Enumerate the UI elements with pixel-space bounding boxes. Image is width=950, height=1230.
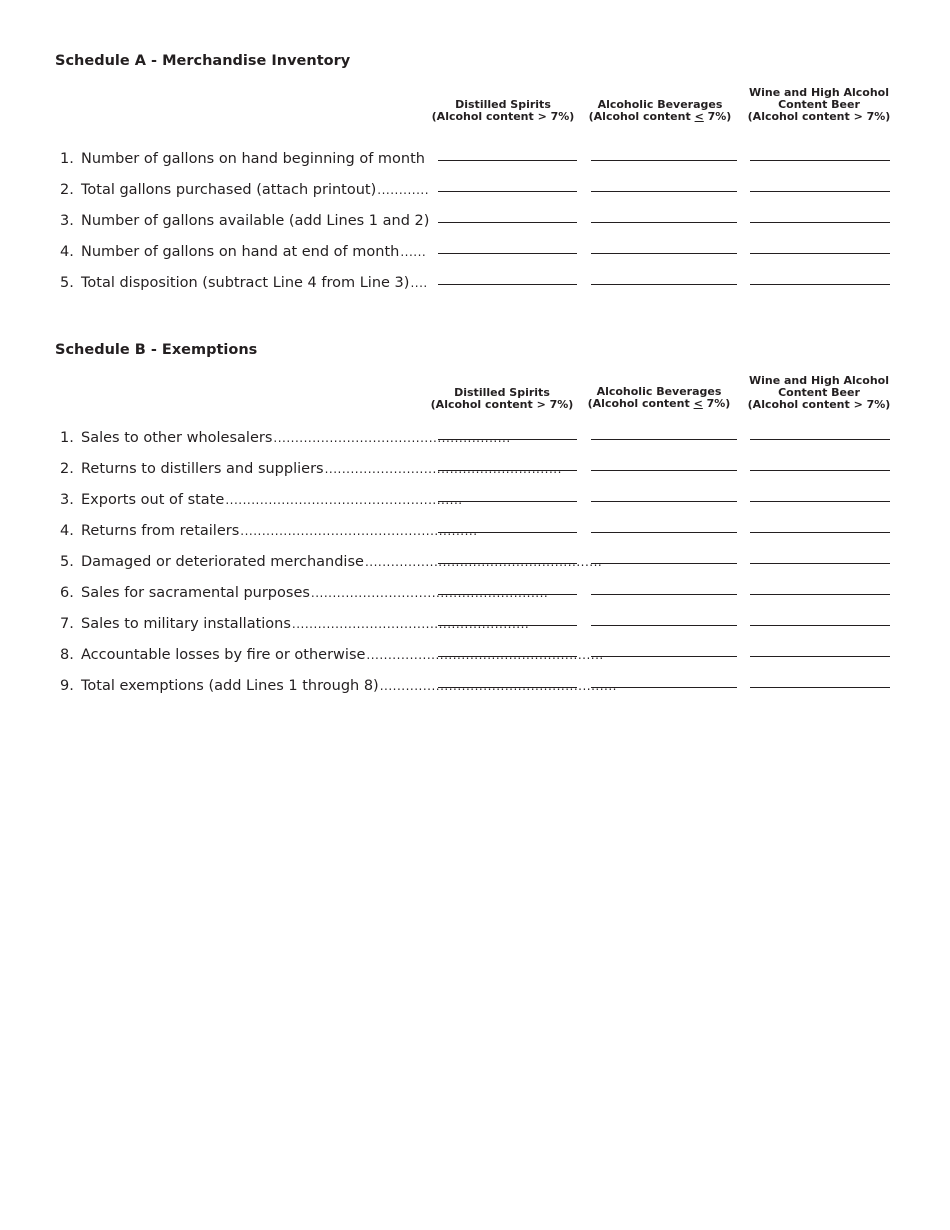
row-label: Number of gallons on hand beginning of month bbox=[81, 151, 425, 167]
wine-beer-field[interactable] bbox=[750, 439, 890, 440]
row-label: Number of gallons available (add Lines 1 and 2) bbox=[81, 213, 430, 229]
row-label: Sales to military installations bbox=[81, 616, 291, 632]
wine-beer-field[interactable] bbox=[750, 501, 890, 502]
row-number: 2. bbox=[60, 461, 74, 477]
alcoholic-beverages-field[interactable] bbox=[591, 563, 737, 564]
alcoholic-beverages-field[interactable] bbox=[591, 160, 737, 161]
row-label: Total exemptions (add Lines 1 through 8) bbox=[81, 678, 379, 694]
dot-leader: ............ bbox=[377, 183, 430, 197]
row-label: Damaged or deteriorated merchandise bbox=[81, 554, 364, 570]
distilled-spirits-field[interactable] bbox=[438, 160, 577, 161]
wine-beer-field[interactable] bbox=[750, 160, 890, 161]
wine-beer-field[interactable] bbox=[750, 656, 890, 657]
alcoholic-beverages-field[interactable] bbox=[591, 222, 737, 223]
row-number: 3. bbox=[60, 213, 74, 229]
distilled-spirits-field[interactable] bbox=[438, 532, 577, 533]
col-head-line2b: 7%) bbox=[702, 397, 731, 410]
wine-beer-field[interactable] bbox=[750, 594, 890, 595]
less-or-equal-symbol: < bbox=[694, 110, 704, 123]
distilled-spirits-field[interactable] bbox=[438, 656, 577, 657]
alcoholic-beverages-field[interactable] bbox=[591, 439, 737, 440]
dot-leader: ....................................................... bbox=[366, 648, 604, 662]
schedule-b-title: Schedule B - Exemptions bbox=[55, 342, 258, 358]
wine-beer-field[interactable] bbox=[750, 222, 890, 223]
dot-leader: ....................................................... bbox=[364, 555, 603, 569]
schedule-b-row-5 bbox=[0, 552, 950, 572]
col-head-line3: (Alcohol content > 7%) bbox=[747, 398, 891, 411]
row-number: 4. bbox=[60, 244, 74, 260]
dot-leader: ...... bbox=[400, 245, 427, 259]
row-number: 7. bbox=[60, 616, 74, 632]
col-head-line1: Wine and High Alcohol bbox=[748, 86, 889, 99]
schedule-a-row-3 bbox=[0, 211, 950, 231]
schedule-b-row-6 bbox=[0, 583, 950, 603]
distilled-spirits-field[interactable] bbox=[438, 284, 577, 285]
col-head-line1: Alcoholic Beverages bbox=[597, 98, 723, 111]
schedule-b-row-8 bbox=[0, 645, 950, 665]
col-head-line2: Content Beer bbox=[778, 98, 860, 111]
row-number: 3. bbox=[60, 492, 74, 508]
col-head-line2: Content Beer bbox=[778, 386, 860, 399]
alcoholic-beverages-field[interactable] bbox=[591, 532, 737, 533]
row-number: 1. bbox=[60, 430, 74, 446]
alcoholic-beverages-field[interactable] bbox=[591, 625, 737, 626]
col-head-line2: (Alcohol content > 7%) bbox=[430, 398, 574, 411]
schedule-b-row-3 bbox=[0, 490, 950, 510]
dot-leader: ....................................................... bbox=[324, 462, 562, 476]
dot-leader: .... bbox=[410, 276, 428, 290]
dot-leader: ....................................................... bbox=[310, 586, 549, 600]
row-number: 1. bbox=[60, 151, 74, 167]
schedule-a-col-distilled-spirits bbox=[423, 99, 583, 123]
dot-leader: ....................................................... bbox=[240, 524, 478, 538]
alcoholic-beverages-field[interactable] bbox=[591, 284, 737, 285]
row-label: Accountable losses by fire or otherwise bbox=[81, 647, 366, 663]
wine-beer-field[interactable] bbox=[750, 284, 890, 285]
alcoholic-beverages-field[interactable] bbox=[591, 501, 737, 502]
distilled-spirits-field[interactable] bbox=[438, 687, 577, 688]
schedule-a-col-alcoholic-beverages bbox=[580, 99, 740, 123]
alcoholic-beverages-field[interactable] bbox=[591, 191, 737, 192]
col-head-line1: Alcoholic Beverages bbox=[596, 385, 722, 398]
col-head-line1: Distilled Spirits bbox=[455, 98, 551, 111]
dot-leader: ....................................................... bbox=[225, 493, 463, 507]
col-head-line2: (Alcohol content > 7%) bbox=[431, 110, 575, 123]
dot-leader: ....................................................... bbox=[273, 431, 511, 445]
schedule-b-col-wine-beer bbox=[739, 375, 899, 411]
row-number: 5. bbox=[60, 554, 74, 570]
distilled-spirits-field[interactable] bbox=[438, 191, 577, 192]
distilled-spirits-field[interactable] bbox=[438, 563, 577, 564]
distilled-spirits-field[interactable] bbox=[438, 439, 577, 440]
schedule-b-row-9 bbox=[0, 676, 950, 696]
schedule-a-row-2 bbox=[0, 180, 950, 200]
schedule-b-row-4 bbox=[0, 521, 950, 541]
wine-beer-field[interactable] bbox=[750, 470, 890, 471]
schedule-a-col-wine-beer bbox=[739, 87, 899, 123]
row-number: 9. bbox=[60, 678, 74, 694]
alcoholic-beverages-field[interactable] bbox=[591, 470, 737, 471]
dot-leader: ....................................................... bbox=[379, 679, 617, 693]
row-number: 5. bbox=[60, 275, 74, 291]
row-label: Returns from retailers bbox=[81, 523, 240, 539]
alcoholic-beverages-field[interactable] bbox=[591, 253, 737, 254]
schedule-a-row-5 bbox=[0, 273, 950, 293]
distilled-spirits-field[interactable] bbox=[438, 594, 577, 595]
distilled-spirits-field[interactable] bbox=[438, 501, 577, 502]
row-label: Returns to distillers and suppliers bbox=[81, 461, 324, 477]
alcoholic-beverages-field[interactable] bbox=[591, 687, 737, 688]
wine-beer-field[interactable] bbox=[750, 687, 890, 688]
alcoholic-beverages-field[interactable] bbox=[591, 594, 737, 595]
schedule-a-title: Schedule A - Merchandise Inventory bbox=[55, 53, 351, 69]
wine-beer-field[interactable] bbox=[750, 191, 890, 192]
distilled-spirits-field[interactable] bbox=[438, 253, 577, 254]
col-head-line2a: (Alcohol content bbox=[587, 397, 694, 410]
row-number: 2. bbox=[60, 182, 74, 198]
schedule-b-row-2 bbox=[0, 459, 950, 479]
wine-beer-field[interactable] bbox=[750, 563, 890, 564]
row-label: Total gallons purchased (attach printout) bbox=[81, 182, 377, 198]
wine-beer-field[interactable] bbox=[750, 253, 890, 254]
row-label: Number of gallons on hand at end of month bbox=[81, 244, 400, 260]
schedule-a-row-4 bbox=[0, 242, 950, 262]
distilled-spirits-field[interactable] bbox=[438, 222, 577, 223]
row-number: 8. bbox=[60, 647, 74, 663]
col-head-line2b: 7%) bbox=[703, 110, 732, 123]
col-head-line1: Wine and High Alcohol bbox=[748, 374, 889, 387]
row-label: Total disposition (subtract Line 4 from Line 3) bbox=[81, 275, 410, 291]
row-number: 4. bbox=[60, 523, 74, 539]
distilled-spirits-field[interactable] bbox=[438, 625, 577, 626]
schedule-b-row-1 bbox=[0, 428, 950, 448]
row-label: Sales to other wholesalers bbox=[81, 430, 273, 446]
row-label: Sales for sacramental purposes bbox=[81, 585, 310, 601]
alcoholic-beverages-field[interactable] bbox=[591, 656, 737, 657]
schedule-b-row-7 bbox=[0, 614, 950, 634]
row-number: 6. bbox=[60, 585, 74, 601]
schedule-a-row-1 bbox=[0, 149, 950, 169]
schedule-b-col-distilled-spirits bbox=[422, 387, 582, 411]
distilled-spirits-field[interactable] bbox=[438, 470, 577, 471]
row-label: Exports out of state bbox=[81, 492, 225, 508]
wine-beer-field[interactable] bbox=[750, 532, 890, 533]
wine-beer-field[interactable] bbox=[750, 625, 890, 626]
col-head-line3: (Alcohol content > 7%) bbox=[747, 110, 891, 123]
schedule-b-col-alcoholic-beverages bbox=[579, 386, 739, 410]
less-or-equal-symbol: < bbox=[693, 397, 703, 410]
col-head-line2a: (Alcohol content bbox=[588, 110, 695, 123]
dot-leader: ....................................................... bbox=[291, 617, 530, 631]
col-head-line1: Distilled Spirits bbox=[454, 386, 550, 399]
